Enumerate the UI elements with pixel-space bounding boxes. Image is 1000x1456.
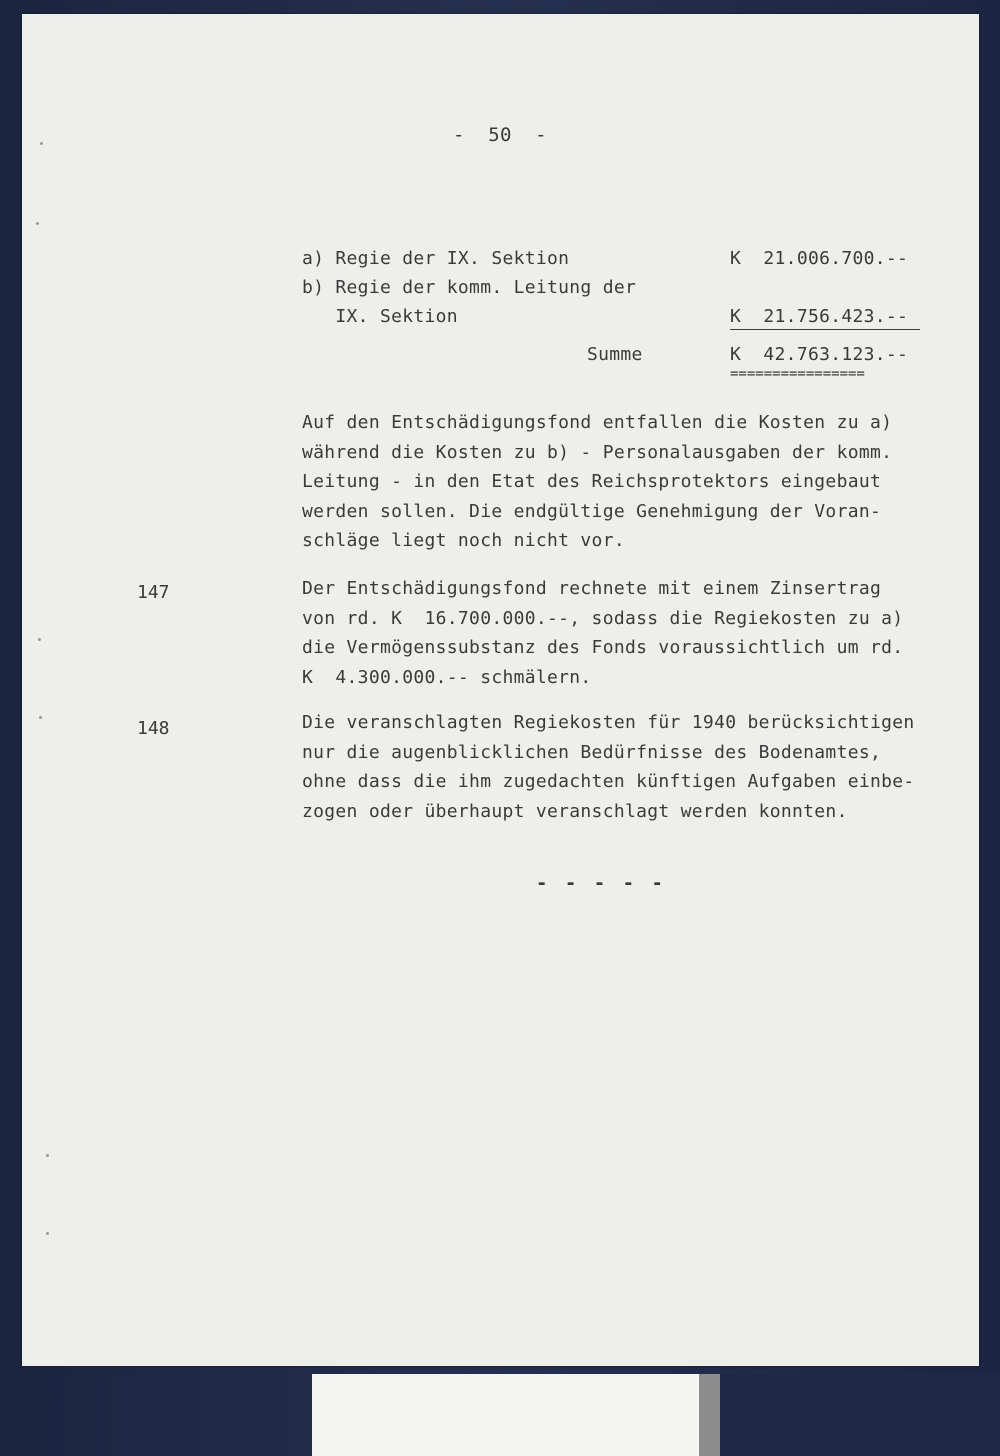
calibration-strip-dark xyxy=(720,1374,1000,1456)
calibration-strip-gray xyxy=(699,1374,720,1456)
paragraph-line: werden sollen. Die endgültige Genehmigung der Voran- xyxy=(302,500,882,522)
paragraph-line: während die Kosten zu b) - Personalausgaben der komm. xyxy=(302,441,893,463)
punch-mark xyxy=(38,638,41,641)
paragraph-line: ohne dass die ihm zugedachten künftigen Aufgaben einbe- xyxy=(302,771,915,792)
total-amount: K 42.763.123.-- xyxy=(730,344,909,365)
paragraph-line: zogen oder überhaupt veranschlagt werden konnten. xyxy=(302,800,848,822)
cost-row-label: b) Regie der komm. Leitung der xyxy=(302,277,637,298)
subtotal-underline xyxy=(730,329,920,330)
end-mark: - - - - - xyxy=(536,872,666,894)
calibration-strip-white xyxy=(312,1374,699,1456)
document-page xyxy=(22,14,979,1366)
punch-mark xyxy=(36,222,39,225)
cost-row-label: a) Regie der IX. Sektion xyxy=(302,248,570,269)
paragraph-interest-income xyxy=(302,574,903,692)
punch-mark xyxy=(40,142,43,145)
paragraph-line: die Vermögenssubstanz des Fonds voraussichtlich um rd. xyxy=(302,637,904,658)
cost-row-amount: K 21.756.423.-- xyxy=(730,306,909,327)
page-number: - 50 - xyxy=(453,124,547,146)
paragraph-line: K 4.300.000.-- schmälern. xyxy=(302,666,592,688)
paragraph-line: Leitung - in den Etat des Reichsprotektors eingebaut xyxy=(302,471,882,492)
punch-mark xyxy=(46,1154,49,1157)
paragraph-line: Der Entschädigungsfond rechnete mit einem Zinsertrag xyxy=(302,578,882,599)
margin-number: 148 xyxy=(137,718,170,739)
total-double-rule: ================ xyxy=(730,366,865,382)
total-label: Summe xyxy=(587,344,643,365)
paragraph-line: Die veranschlagten Regiekosten für 1940 berücksichtigen xyxy=(302,712,915,733)
punch-mark xyxy=(39,716,42,719)
paragraph-line: nur die augenblicklichen Bedürfnisse des Bodenamtes, xyxy=(302,741,882,763)
paragraph-line: schläge liegt noch nicht vor. xyxy=(302,530,625,551)
paragraph-estimated-costs xyxy=(302,708,915,826)
punch-mark xyxy=(46,1232,49,1235)
paragraph-line: Auf den Entschädigungsfond entfallen die Kosten zu a) xyxy=(302,412,893,433)
cost-row-label: IX. Sektion xyxy=(302,306,458,327)
paragraph-line: von rd. K 16.700.000.--, sodass die Regiekosten zu a) xyxy=(302,607,904,629)
paragraph-funding-allocation xyxy=(302,408,892,556)
cost-row-amount: K 21.006.700.-- xyxy=(730,248,909,269)
margin-number: 147 xyxy=(137,582,170,603)
